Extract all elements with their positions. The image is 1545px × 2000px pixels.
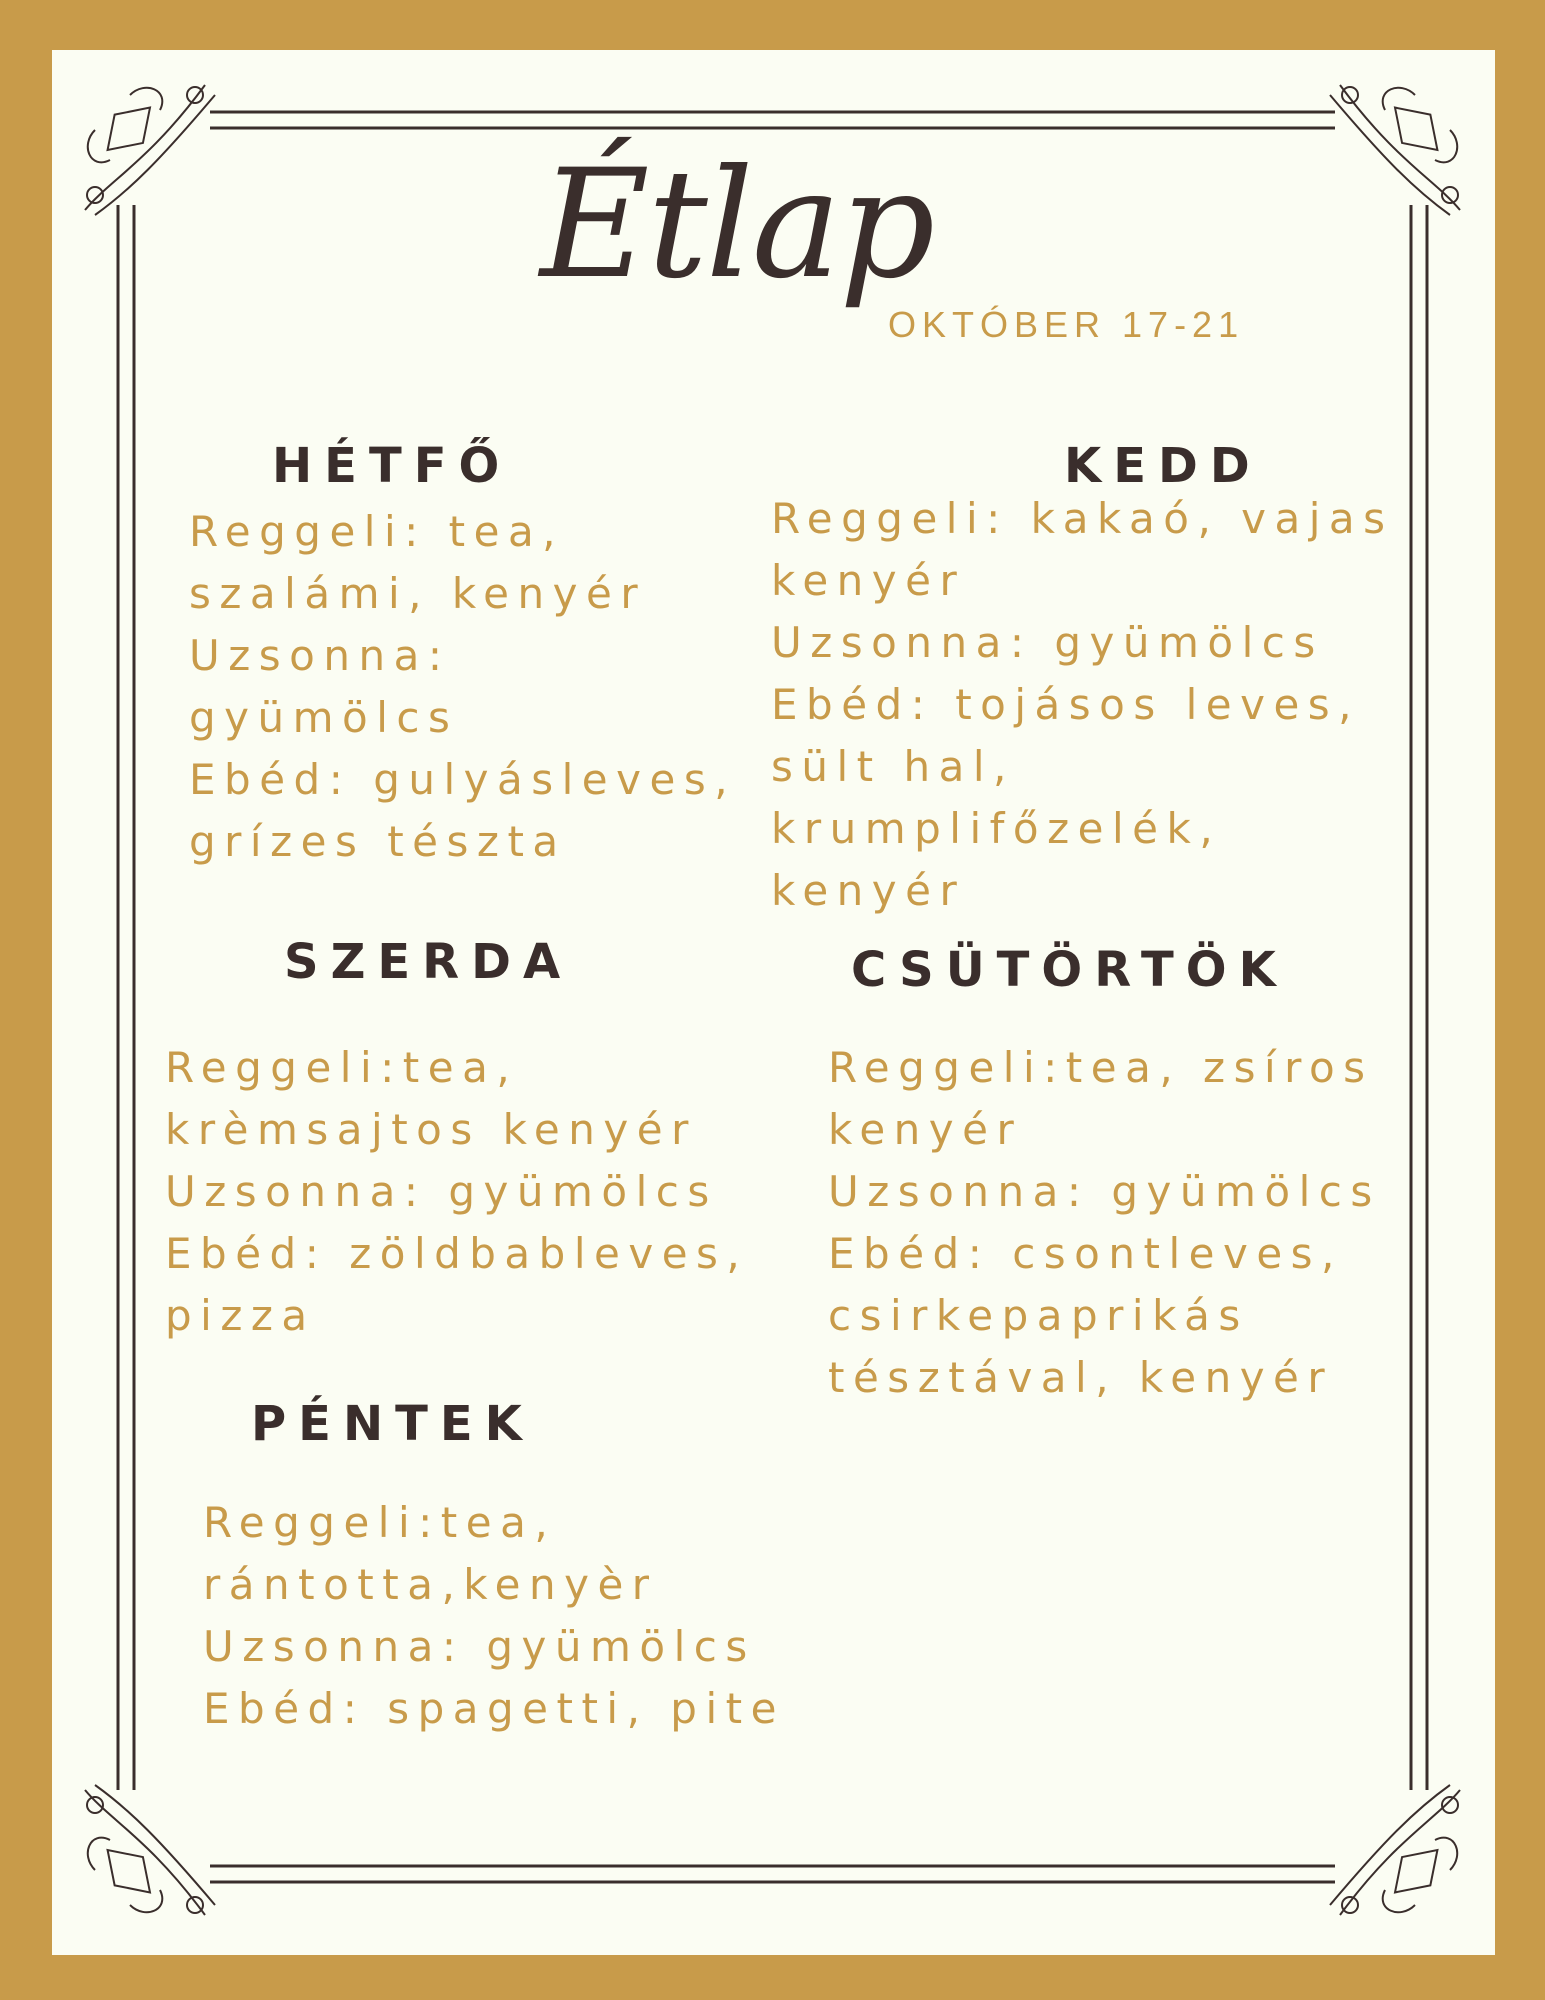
meal-line: Uzsonna: gyümölcs [771,618,1324,667]
meals-monday [189,501,736,873]
meal-line: sült hal, [771,742,1015,791]
meal-line: krèmsajtos kenyér [165,1105,697,1154]
meal-line: kenyér [828,1105,1023,1154]
day-heading-thursday: CSÜTÖRTÖK [851,942,1288,998]
meal-line: csirkepaprikás [828,1291,1249,1340]
meal-line: kenyér [771,556,966,605]
meals-wednesday [165,1037,748,1347]
meal-line: Reggeli:tea, zsíros [828,1043,1374,1092]
meal-line: Uzsonna: gyümölcs [165,1167,718,1216]
meals-friday [203,1492,785,1740]
meal-line: Reggeli: tea, [189,507,565,556]
meal-line: pizza [165,1291,316,1340]
day-heading-tuesday: KEDD [1064,438,1262,494]
day-heading-friday: PÉNTEK [251,1396,534,1452]
meal-line: Ebéd: gulyásleves, [189,755,737,804]
meal-line: Reggeli:tea, [203,1498,557,1547]
meal-line: Reggeli: kakaó, vajas [771,494,1394,543]
meal-line: Uzsonna: [189,631,451,680]
meal-line: grízes tészta [189,817,567,866]
meal-line: Ebéd: csontleves, [828,1229,1343,1278]
meal-line: krumplifőzelék, [771,804,1222,853]
menu-title: Étlap [540,138,934,312]
meal-line: Ebéd: spagetti, pite [203,1684,785,1733]
meal-line: tésztával, kenyér [828,1353,1334,1402]
day-heading-wednesday: SZERDA [284,934,573,990]
meal-line: Uzsonna: gyümölcs [828,1167,1381,1216]
meal-line: gyümölcs [189,693,459,742]
meal-line: Reggeli:tea, [165,1043,519,1092]
meals-tuesday [771,488,1394,922]
meals-thursday [828,1037,1381,1409]
meal-line: Ebéd: tojásos leves, [771,680,1361,729]
meal-line: kenyér [771,866,966,915]
meal-line: Ebéd: zöldbableves, [165,1229,749,1278]
meal-line: szalámi, kenyér [189,569,647,618]
menu-date-range: OKTÓBER 17-21 [888,304,1245,345]
day-heading-monday: HÉTFŐ [272,438,512,494]
meal-line: rántotta,kenyèr [203,1560,658,1609]
meal-line: Uzsonna: gyümölcs [203,1622,756,1671]
